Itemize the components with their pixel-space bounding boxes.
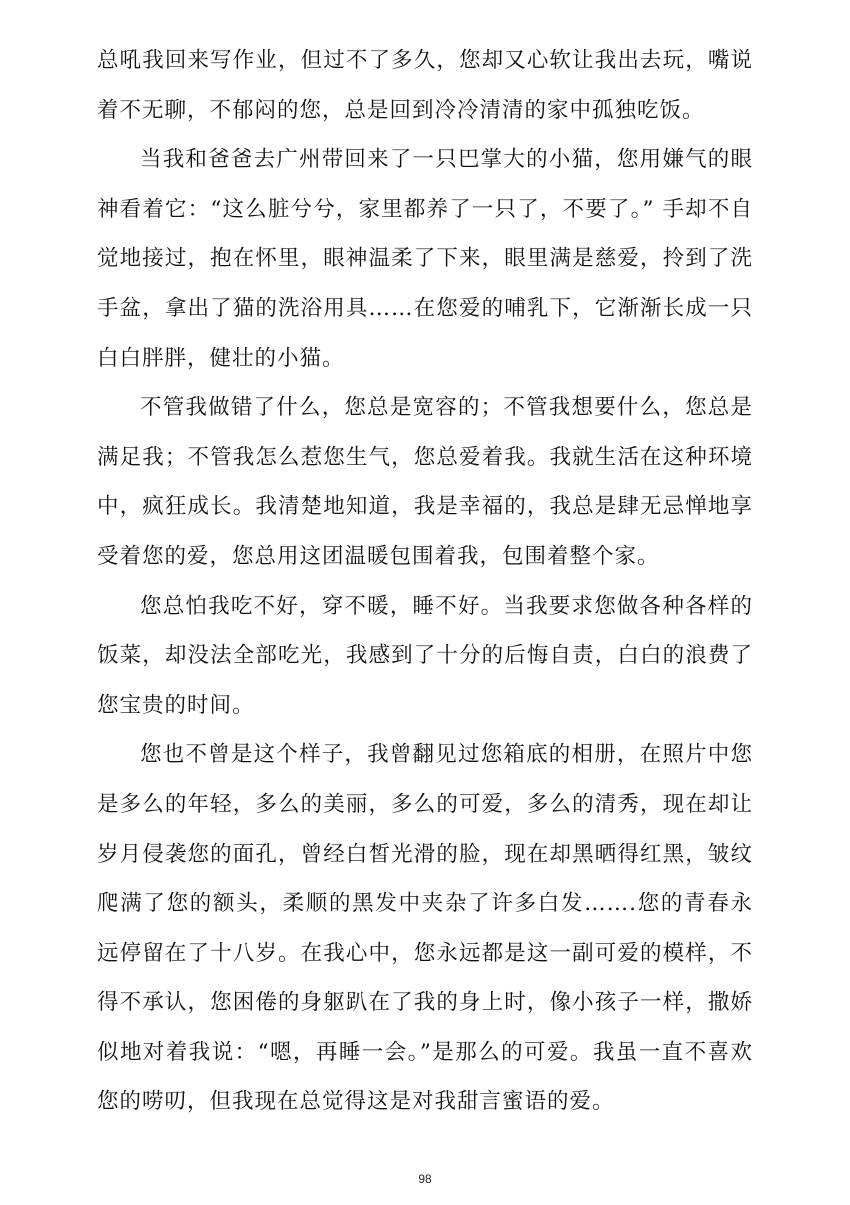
- paragraph-1: 总吼我回来写作业，但过不了多久，您却又心软让我出去玩，嘴说着不无聊，不郁闷的您，总是回到冷冷清清的家中孤独吃饭。: [97, 48, 753, 123]
- page-number: 98: [418, 1172, 432, 1186]
- paragraph-3: 不管我做错了什么，您总是宽容的；不管我想要什么，您总是满足我；不管我怎么惹您生气，您总爱着我。我就生活在这种环境中，疯狂成长。我清楚地知道，我是幸福的，我总是肆无忌惮地享受着您的爱，您总用这团温暖包围着我，包围着整个家。: [97, 395, 753, 569]
- paragraph-5: 您也不曾是这个样子，我曾翻见过您箱底的相册，在照片中您是多么的年轻，多么的美丽，多么的可爱，多么的清秀，现在却让岁月侵袭您的面孔，曾经白皙光滑的脸，现在却黑晒得红黑，皱纹爬满了您的额头，柔顺的黑发中夹杂了许多白发…….您的青春永远停留在了十八岁。在我心中，您永远都是这一副可爱的模样，不得不承认，您困倦的身躯趴在了我的身上时，像小孩子一样，撒娇似地对着我说：“嗯，再睡一会。”是那么的可爱。我虽一直不喜欢您的唠叨，但我现在总觉得这是对我甜言蜜语的爱。: [97, 742, 753, 1115]
- paragraph-4: 您总怕我吃不好，穿不暖，睡不好。当我要求您做各种各样的饭菜，却没法全部吃光，我感到了十分的后悔自责，白白的浪费了您宝贵的时间。: [97, 593, 753, 718]
- paragraph-2: 当我和爸爸去广州带回来了一只巴掌大的小猫，您用嫌气的眼神看着它：“这么脏兮兮，家里都养了一只了，不要了。” 手却不自觉地接过，抱在怀里，眼神温柔了下来，眼里满是慈爱，拎到了洗手盆，拿出了猫的洗浴用具……在您爱的哺乳下，它渐渐长成一只白白胖胖，健壮的小猫。: [97, 147, 753, 371]
- document-body: [97, 36, 753, 1127]
